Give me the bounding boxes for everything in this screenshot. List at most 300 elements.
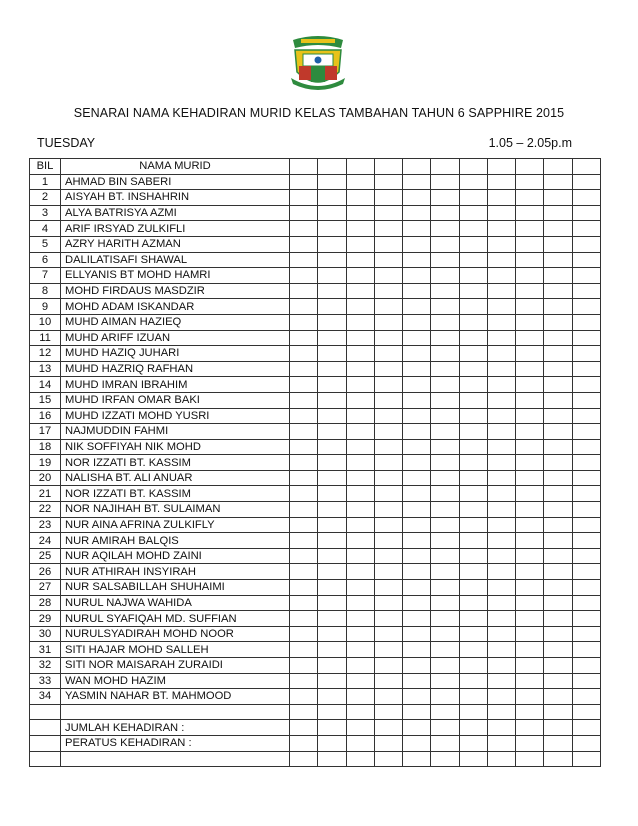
attendance-cell xyxy=(544,751,572,767)
attendance-cell xyxy=(431,642,459,658)
attendance-cell xyxy=(318,751,346,767)
attendance-cell xyxy=(487,502,515,518)
attendance-cell xyxy=(346,658,374,674)
attendance-cell xyxy=(544,377,572,393)
table-row xyxy=(30,502,601,518)
attendance-cell xyxy=(346,268,374,284)
attendance-cell xyxy=(290,704,318,720)
attendance-cell xyxy=(544,268,572,284)
attendance-cell xyxy=(516,548,544,564)
row-number: 17 xyxy=(30,424,61,440)
attendance-cell xyxy=(346,642,374,658)
attendance-cell xyxy=(516,720,544,736)
student-name: NOR IZZATI BT. KASSIM xyxy=(61,455,290,471)
attendance-cell xyxy=(403,689,431,705)
attendance-cell xyxy=(431,346,459,362)
attendance-cell xyxy=(374,580,402,596)
attendance-cell xyxy=(516,689,544,705)
student-name: NOR NAJIHAH BT. SULAIMAN xyxy=(61,502,290,518)
attendance-cell xyxy=(487,455,515,471)
attendance-cell xyxy=(459,439,487,455)
attendance-cell xyxy=(290,642,318,658)
attendance-cell xyxy=(374,159,402,175)
attendance-cell xyxy=(572,751,600,767)
attendance-cell xyxy=(290,502,318,518)
attendance-cell xyxy=(403,408,431,424)
attendance-cell xyxy=(516,236,544,252)
attendance-cell xyxy=(431,314,459,330)
attendance-cell xyxy=(544,330,572,346)
attendance-cell xyxy=(403,190,431,206)
attendance-cell xyxy=(487,268,515,284)
attendance-cell xyxy=(572,268,600,284)
attendance-cell xyxy=(487,236,515,252)
attendance-cell xyxy=(516,704,544,720)
attendance-cell xyxy=(459,704,487,720)
attendance-cell xyxy=(346,580,374,596)
attendance-cell xyxy=(318,658,346,674)
row-number: 7 xyxy=(30,268,61,284)
attendance-cell xyxy=(374,174,402,190)
table-row xyxy=(30,658,601,674)
row-number: 20 xyxy=(30,470,61,486)
attendance-cell xyxy=(318,548,346,564)
attendance-cell xyxy=(431,689,459,705)
attendance-cell xyxy=(431,611,459,627)
attendance-cell xyxy=(516,174,544,190)
row-number: 26 xyxy=(30,564,61,580)
attendance-cell xyxy=(318,377,346,393)
attendance-cell xyxy=(431,673,459,689)
attendance-cell xyxy=(374,190,402,206)
student-name: NOR IZZATI BT. KASSIM xyxy=(61,486,290,502)
attendance-cell xyxy=(374,424,402,440)
attendance-cell xyxy=(403,252,431,268)
attendance-table xyxy=(29,158,601,767)
attendance-cell xyxy=(487,486,515,502)
row-number: 10 xyxy=(30,314,61,330)
attendance-cell xyxy=(346,689,374,705)
row-number: 11 xyxy=(30,330,61,346)
attendance-cell xyxy=(516,595,544,611)
attendance-cell xyxy=(487,751,515,767)
attendance-cell xyxy=(346,377,374,393)
time-label: 1.05 – 2.05p.m xyxy=(488,136,572,150)
attendance-cell xyxy=(374,486,402,502)
attendance-cell xyxy=(572,704,600,720)
attendance-cell xyxy=(403,564,431,580)
attendance-cell xyxy=(572,595,600,611)
attendance-cell xyxy=(459,159,487,175)
attendance-cell xyxy=(487,392,515,408)
attendance-cell xyxy=(431,330,459,346)
attendance-cell xyxy=(374,751,402,767)
table-row xyxy=(30,346,601,362)
attendance-cell xyxy=(459,424,487,440)
attendance-cell xyxy=(374,268,402,284)
attendance-cell xyxy=(346,221,374,237)
attendance-cell xyxy=(403,392,431,408)
attendance-cell xyxy=(374,455,402,471)
attendance-cell xyxy=(290,283,318,299)
table-row xyxy=(30,642,601,658)
student-name: NUR SALSABILLAH SHUHAIMI xyxy=(61,580,290,596)
attendance-cell xyxy=(516,190,544,206)
attendance-cell xyxy=(318,642,346,658)
attendance-cell xyxy=(290,735,318,751)
attendance-cell xyxy=(431,548,459,564)
attendance-cell xyxy=(374,517,402,533)
attendance-cell xyxy=(346,455,374,471)
row-number: 5 xyxy=(30,236,61,252)
attendance-cell xyxy=(346,735,374,751)
attendance-cell xyxy=(290,252,318,268)
attendance-cell xyxy=(544,361,572,377)
attendance-cell xyxy=(290,424,318,440)
attendance-cell xyxy=(459,564,487,580)
attendance-cell xyxy=(572,580,600,596)
attendance-cell xyxy=(290,533,318,549)
attendance-cell xyxy=(572,455,600,471)
attendance-cell xyxy=(572,470,600,486)
attendance-cell xyxy=(290,190,318,206)
attendance-cell xyxy=(572,283,600,299)
student-name: WAN MOHD HAZIM xyxy=(61,673,290,689)
attendance-cell xyxy=(459,502,487,518)
attendance-cell xyxy=(403,346,431,362)
attendance-cell xyxy=(459,548,487,564)
attendance-cell xyxy=(487,361,515,377)
attendance-cell xyxy=(290,346,318,362)
attendance-cell xyxy=(572,642,600,658)
attendance-cell xyxy=(544,190,572,206)
attendance-cell xyxy=(431,704,459,720)
attendance-cell xyxy=(544,673,572,689)
attendance-cell xyxy=(318,455,346,471)
attendance-cell xyxy=(290,439,318,455)
attendance-cell xyxy=(487,564,515,580)
attendance-cell xyxy=(431,502,459,518)
attendance-cell xyxy=(403,673,431,689)
attendance-cell xyxy=(572,221,600,237)
attendance-cell xyxy=(431,299,459,315)
attendance-cell xyxy=(544,439,572,455)
attendance-cell xyxy=(290,580,318,596)
attendance-cell xyxy=(318,408,346,424)
attendance-cell xyxy=(544,704,572,720)
attendance-cell xyxy=(544,299,572,315)
attendance-cell xyxy=(544,595,572,611)
attendance-cell xyxy=(572,486,600,502)
attendance-cell xyxy=(431,377,459,393)
attendance-cell xyxy=(487,548,515,564)
attendance-cell xyxy=(403,626,431,642)
attendance-cell xyxy=(346,346,374,362)
row-number: 2 xyxy=(30,190,61,206)
attendance-cell xyxy=(544,252,572,268)
attendance-cell xyxy=(572,720,600,736)
attendance-cell xyxy=(487,424,515,440)
attendance-cell xyxy=(318,392,346,408)
attendance-cell xyxy=(346,236,374,252)
attendance-cell xyxy=(318,330,346,346)
attendance-cell xyxy=(487,658,515,674)
attendance-cell xyxy=(544,221,572,237)
attendance-cell xyxy=(544,408,572,424)
attendance-cell xyxy=(290,174,318,190)
attendance-cell xyxy=(290,548,318,564)
student-name: NUR ATHIRAH INSYIRAH xyxy=(61,564,290,580)
attendance-cell xyxy=(459,626,487,642)
attendance-cell xyxy=(572,361,600,377)
attendance-cell xyxy=(459,455,487,471)
attendance-cell xyxy=(431,205,459,221)
attendance-cell xyxy=(346,470,374,486)
attendance-cell xyxy=(487,299,515,315)
attendance-cell xyxy=(318,595,346,611)
attendance-cell xyxy=(459,314,487,330)
attendance-cell xyxy=(346,548,374,564)
student-name xyxy=(61,704,290,720)
attendance-cell xyxy=(318,159,346,175)
attendance-cell xyxy=(346,704,374,720)
student-name: ALYA BATRISYA AZMI xyxy=(61,205,290,221)
attendance-cell xyxy=(572,190,600,206)
student-name: NIK SOFFIYAH NIK MOHD xyxy=(61,439,290,455)
attendance-cell xyxy=(516,159,544,175)
attendance-cell xyxy=(403,595,431,611)
attendance-cell xyxy=(544,455,572,471)
attendance-cell xyxy=(318,502,346,518)
attendance-cell xyxy=(487,517,515,533)
table-row xyxy=(30,548,601,564)
col-bil-header: BIL xyxy=(30,159,61,175)
attendance-cell xyxy=(516,564,544,580)
attendance-cell xyxy=(572,439,600,455)
attendance-cell xyxy=(318,221,346,237)
school-crest-icon xyxy=(287,34,349,92)
attendance-cell xyxy=(516,673,544,689)
row-number: 33 xyxy=(30,673,61,689)
attendance-cell xyxy=(346,673,374,689)
row-number: 14 xyxy=(30,377,61,393)
attendance-cell xyxy=(374,611,402,627)
attendance-cell xyxy=(572,564,600,580)
row-number: 16 xyxy=(30,408,61,424)
attendance-cell xyxy=(487,159,515,175)
student-name: NUR AQILAH MOHD ZAINI xyxy=(61,548,290,564)
attendance-cell xyxy=(290,236,318,252)
attendance-cell xyxy=(346,564,374,580)
attendance-cell xyxy=(403,720,431,736)
attendance-cell xyxy=(290,626,318,642)
attendance-cell xyxy=(487,377,515,393)
attendance-cell xyxy=(346,751,374,767)
attendance-cell xyxy=(459,689,487,705)
attendance-cell xyxy=(346,283,374,299)
attendance-cell xyxy=(374,673,402,689)
row-number: 18 xyxy=(30,439,61,455)
attendance-cell xyxy=(516,470,544,486)
attendance-cell xyxy=(290,751,318,767)
attendance-cell xyxy=(487,735,515,751)
table-row xyxy=(30,252,601,268)
attendance-cell xyxy=(459,299,487,315)
student-name: NALISHA BT. ALI ANUAR xyxy=(61,470,290,486)
attendance-cell xyxy=(459,190,487,206)
attendance-cell xyxy=(487,408,515,424)
attendance-cell xyxy=(318,486,346,502)
attendance-cell xyxy=(487,470,515,486)
attendance-cell xyxy=(318,190,346,206)
attendance-cell xyxy=(403,486,431,502)
attendance-cell xyxy=(516,533,544,549)
attendance-cell xyxy=(318,268,346,284)
attendance-cell xyxy=(346,392,374,408)
attendance-cell xyxy=(290,470,318,486)
table-row xyxy=(30,704,601,720)
attendance-cell xyxy=(516,439,544,455)
attendance-cell xyxy=(431,658,459,674)
attendance-cell xyxy=(318,439,346,455)
attendance-cell xyxy=(374,502,402,518)
attendance-cell xyxy=(516,751,544,767)
table-row xyxy=(30,470,601,486)
attendance-cell xyxy=(544,533,572,549)
table-row xyxy=(30,735,601,751)
attendance-cell xyxy=(318,205,346,221)
attendance-cell xyxy=(516,392,544,408)
attendance-cell xyxy=(516,611,544,627)
table-row xyxy=(30,626,601,642)
attendance-cell xyxy=(346,486,374,502)
attendance-cell xyxy=(346,159,374,175)
attendance-cell xyxy=(431,392,459,408)
attendance-cell xyxy=(346,408,374,424)
attendance-cell xyxy=(487,346,515,362)
attendance-cell xyxy=(403,159,431,175)
attendance-cell xyxy=(459,408,487,424)
attendance-cell xyxy=(374,595,402,611)
day-label: TUESDAY xyxy=(37,136,96,150)
attendance-cell xyxy=(487,642,515,658)
student-name: AHMAD BIN SABERI xyxy=(61,174,290,190)
attendance-cell xyxy=(403,658,431,674)
student-name: ELLYANIS BT MOHD HAMRI xyxy=(61,268,290,284)
attendance-cell xyxy=(516,314,544,330)
attendance-cell xyxy=(431,424,459,440)
table-row xyxy=(30,268,601,284)
attendance-cell xyxy=(346,174,374,190)
row-number: 19 xyxy=(30,455,61,471)
row-number xyxy=(30,704,61,720)
attendance-cell xyxy=(487,190,515,206)
student-name: MUHD IRFAN OMAR BAKI xyxy=(61,392,290,408)
attendance-cell xyxy=(459,174,487,190)
row-number: 22 xyxy=(30,502,61,518)
student-name: MUHD IMRAN IBRAHIM xyxy=(61,377,290,393)
attendance-cell xyxy=(516,408,544,424)
attendance-cell xyxy=(290,268,318,284)
attendance-cell xyxy=(403,174,431,190)
attendance-cell xyxy=(374,314,402,330)
attendance-cell xyxy=(544,735,572,751)
attendance-cell xyxy=(374,377,402,393)
attendance-cell xyxy=(374,361,402,377)
table-row xyxy=(30,221,601,237)
attendance-cell xyxy=(459,611,487,627)
attendance-cell xyxy=(516,252,544,268)
attendance-cell xyxy=(544,611,572,627)
attendance-cell xyxy=(431,439,459,455)
attendance-cell xyxy=(487,252,515,268)
attendance-cell xyxy=(290,658,318,674)
attendance-cell xyxy=(403,533,431,549)
attendance-cell xyxy=(403,735,431,751)
attendance-cell xyxy=(374,330,402,346)
attendance-cell xyxy=(516,735,544,751)
student-name: SITI HAJAR MOHD SALLEH xyxy=(61,642,290,658)
row-number: 9 xyxy=(30,299,61,315)
attendance-cell xyxy=(374,548,402,564)
attendance-cell xyxy=(290,314,318,330)
attendance-cell xyxy=(459,642,487,658)
attendance-cell xyxy=(431,720,459,736)
attendance-cell xyxy=(544,502,572,518)
attendance-cell xyxy=(374,533,402,549)
attendance-cell xyxy=(290,673,318,689)
attendance-cell xyxy=(403,548,431,564)
attendance-cell xyxy=(290,595,318,611)
attendance-cell xyxy=(572,735,600,751)
attendance-cell xyxy=(403,642,431,658)
attendance-cell xyxy=(318,735,346,751)
table-row xyxy=(30,611,601,627)
attendance-cell xyxy=(290,221,318,237)
attendance-cell xyxy=(544,486,572,502)
attendance-cell xyxy=(572,314,600,330)
table-row xyxy=(30,314,601,330)
attendance-cell xyxy=(374,642,402,658)
student-name: MUHD IZZATI MOHD YUSRI xyxy=(61,408,290,424)
attendance-cell xyxy=(374,392,402,408)
attendance-cell xyxy=(544,346,572,362)
attendance-cell xyxy=(516,502,544,518)
attendance-cell xyxy=(346,626,374,642)
student-name: DALILATISAFI SHAWAL xyxy=(61,252,290,268)
attendance-cell xyxy=(487,221,515,237)
attendance-cell xyxy=(544,159,572,175)
attendance-cell xyxy=(290,392,318,408)
table-row xyxy=(30,455,601,471)
attendance-cell xyxy=(403,377,431,393)
attendance-cell xyxy=(516,658,544,674)
attendance-cell xyxy=(459,252,487,268)
row-number: 27 xyxy=(30,580,61,596)
student-name: MUHD ARIFF IZUAN xyxy=(61,330,290,346)
student-name: PERATUS KEHADIRAN : xyxy=(61,735,290,751)
attendance-cell xyxy=(290,517,318,533)
row-number: 13 xyxy=(30,361,61,377)
attendance-cell xyxy=(403,611,431,627)
student-name: NURUL NAJWA WAHIDA xyxy=(61,595,290,611)
attendance-cell xyxy=(459,205,487,221)
attendance-cell xyxy=(403,580,431,596)
row-number: 28 xyxy=(30,595,61,611)
attendance-cell xyxy=(403,439,431,455)
row-number: 32 xyxy=(30,658,61,674)
attendance-cell xyxy=(403,268,431,284)
